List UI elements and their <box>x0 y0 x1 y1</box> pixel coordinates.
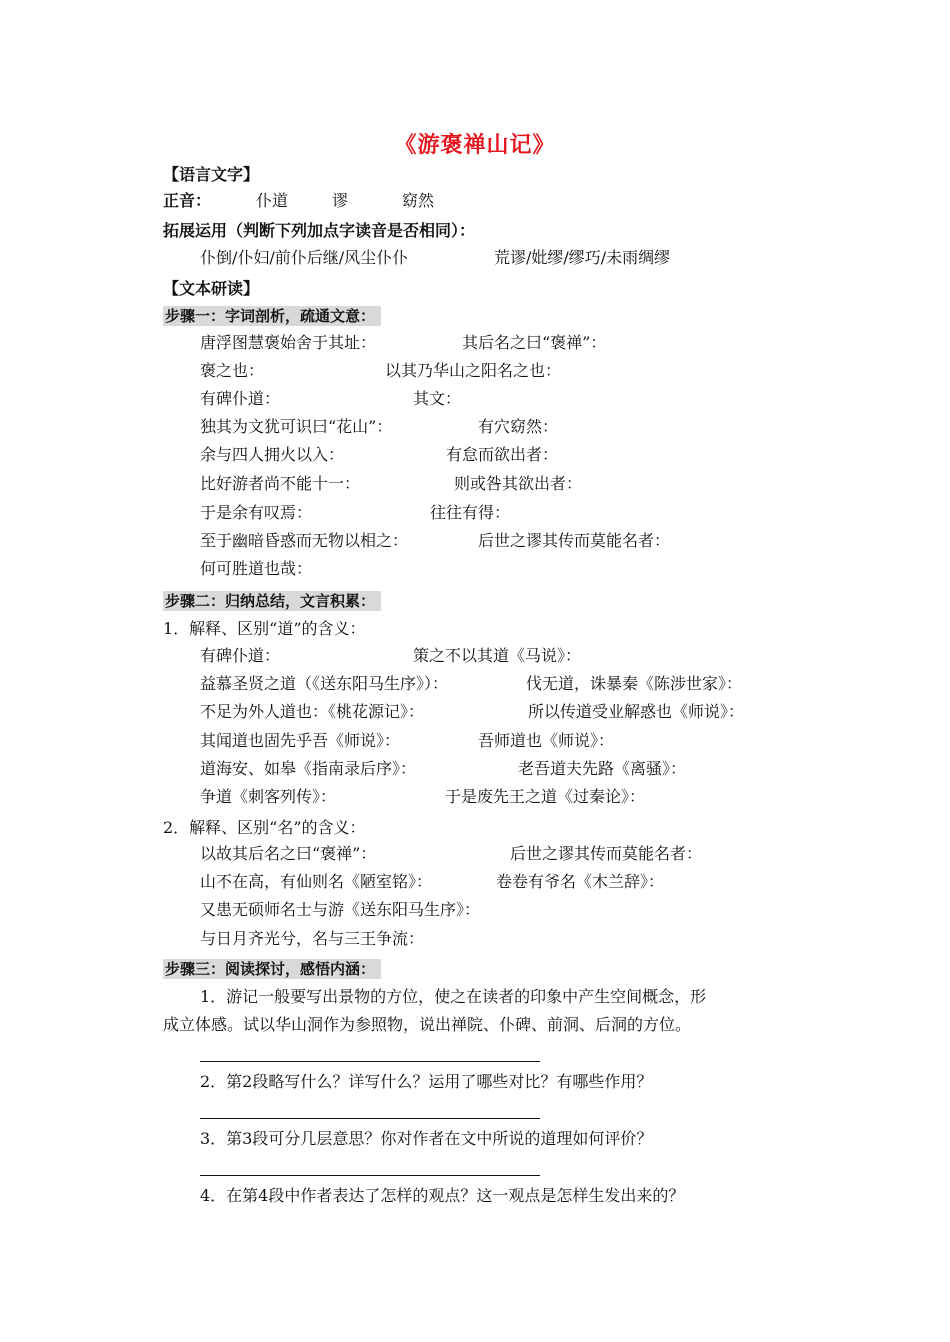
q1-item-b: 伐无道，诛暴秦《陈涉世家》： <box>526 674 743 693</box>
q1-item-a: 有碑仆道： <box>200 646 281 665</box>
step-one-heading: 步骤一：字词剖析，疏通文意： <box>163 306 381 326</box>
s1-item-b: 其后名之曰“褒禅”： <box>462 333 607 352</box>
q1-item-b: 吾师道也《师说》： <box>478 731 615 750</box>
answer-blank[interactable] <box>200 1061 540 1062</box>
section-language: 【语言文字】 <box>163 165 260 184</box>
q1-title: 1．解释、区别“道”的含义： <box>163 619 366 638</box>
question-1-line-1: 1．游记一般要写出景物的方位，使之在读者的印象中产生空间概念，形 <box>200 987 707 1006</box>
tuozhan-group-a: 仆倒/仆妇/前仆后继/风尘仆仆 <box>200 248 409 267</box>
section-text-study: 【文本研读】 <box>163 279 260 298</box>
q2-item-a: 与日月齐光兮，名与三王争流： <box>200 929 425 948</box>
s1-item-b: 则或咎其欲出者： <box>454 474 583 493</box>
question-1-line-2: 成立体感。试以华山洞作为参照物，说出禅院、仆碑、前洞、后洞的方位。 <box>163 1015 692 1034</box>
s1-item-a: 何可胜道也哉： <box>200 559 313 578</box>
s1-item-b: 往往有得： <box>430 503 511 522</box>
document-title: 《游褒禅山记》 <box>394 132 556 158</box>
zhengyin-word-1: 仆道 <box>256 191 289 210</box>
tuozhan-label: 拓展运用（判断下列加点字读音是否相同）： <box>163 221 476 240</box>
q1-item-a: 其闻道也固先乎吾《师说》： <box>200 731 401 750</box>
answer-blank[interactable] <box>200 1175 540 1176</box>
q2-item-a: 以故其后名之曰“褒禅”： <box>200 844 377 863</box>
s1-item-a: 余与四人拥火以入： <box>200 445 345 464</box>
q1-item-b: 所以传道受业解惑也《师说》： <box>528 702 745 721</box>
s1-item-b: 有怠而欲出者： <box>446 445 559 464</box>
q2-item-a: 山不在高，有仙则名《陋室铭》： <box>200 872 433 891</box>
s1-item-a: 褒之也： <box>200 361 265 380</box>
q1-item-b: 于是废先王之道《过秦论》： <box>445 787 646 806</box>
s1-item-a: 唐浮图慧褒始舍于其址： <box>200 333 377 352</box>
q2-item-a: 又患无硕师名士与游《送东阳马生序》： <box>200 900 481 919</box>
s1-item-b: 以其乃华山之阳名之也： <box>385 361 562 380</box>
q1-item-a: 道海安、如皋《指南录后序》： <box>200 759 417 778</box>
answer-blank[interactable] <box>200 1118 540 1119</box>
question-2: 2．第2段略写什么？详写什么？运用了哪些对比？有哪些作用？ <box>200 1072 653 1091</box>
zhengyin-word-2: 谬 <box>332 191 349 210</box>
s1-item-a: 于是余有叹焉： <box>200 503 313 522</box>
s1-item-b: 其文： <box>413 389 462 408</box>
q1-item-a: 益慕圣贤之道（《送东阳马生序》）： <box>200 674 449 693</box>
zhengyin-word-3: 窈然 <box>402 191 435 210</box>
step-three-heading: 步骤三：阅读探讨，感悟内涵： <box>163 959 381 979</box>
s1-item-b: 后世之谬其传而莫能名者： <box>478 531 671 550</box>
s1-item-a: 独其为文犹可识曰“花山”： <box>200 417 393 436</box>
s1-item-a: 至于幽暗昏惑而无物以相之： <box>200 531 409 550</box>
q1-item-a: 不足为外人道也：《桃花源记》： <box>200 702 425 721</box>
q2-item-b: 后世之谬其传而莫能名者： <box>510 844 703 863</box>
question-4: 4．在第4段中作者表达了怎样的观点？这一观点是怎样生发出来的？ <box>200 1186 685 1205</box>
q1-item-a: 争道《刺客列传》： <box>200 787 337 806</box>
s1-item-b: 有穴窈然： <box>478 417 559 436</box>
zhengyin-label: 正音： <box>163 191 212 210</box>
q1-item-b: 策之不以其道《马说》： <box>413 646 582 665</box>
q2-title: 2．解释、区别“名”的含义： <box>163 818 366 837</box>
step-two-heading: 步骤二：归纳总结，文言积累： <box>163 591 381 611</box>
s1-item-a: 有碑仆道： <box>200 389 281 408</box>
s1-item-a: 比好游者尚不能十一： <box>200 474 361 493</box>
question-3: 3．第3段可分几层意思？你对作者在文中所说的道理如何评价？ <box>200 1129 653 1148</box>
q2-item-b: 卷卷有爷名《木兰辞》： <box>496 872 665 891</box>
q1-item-b: 老吾道夫先路《离骚》： <box>518 759 687 778</box>
tuozhan-group-b: 荒谬/妣缪/缪巧/未雨绸缪 <box>494 248 671 267</box>
